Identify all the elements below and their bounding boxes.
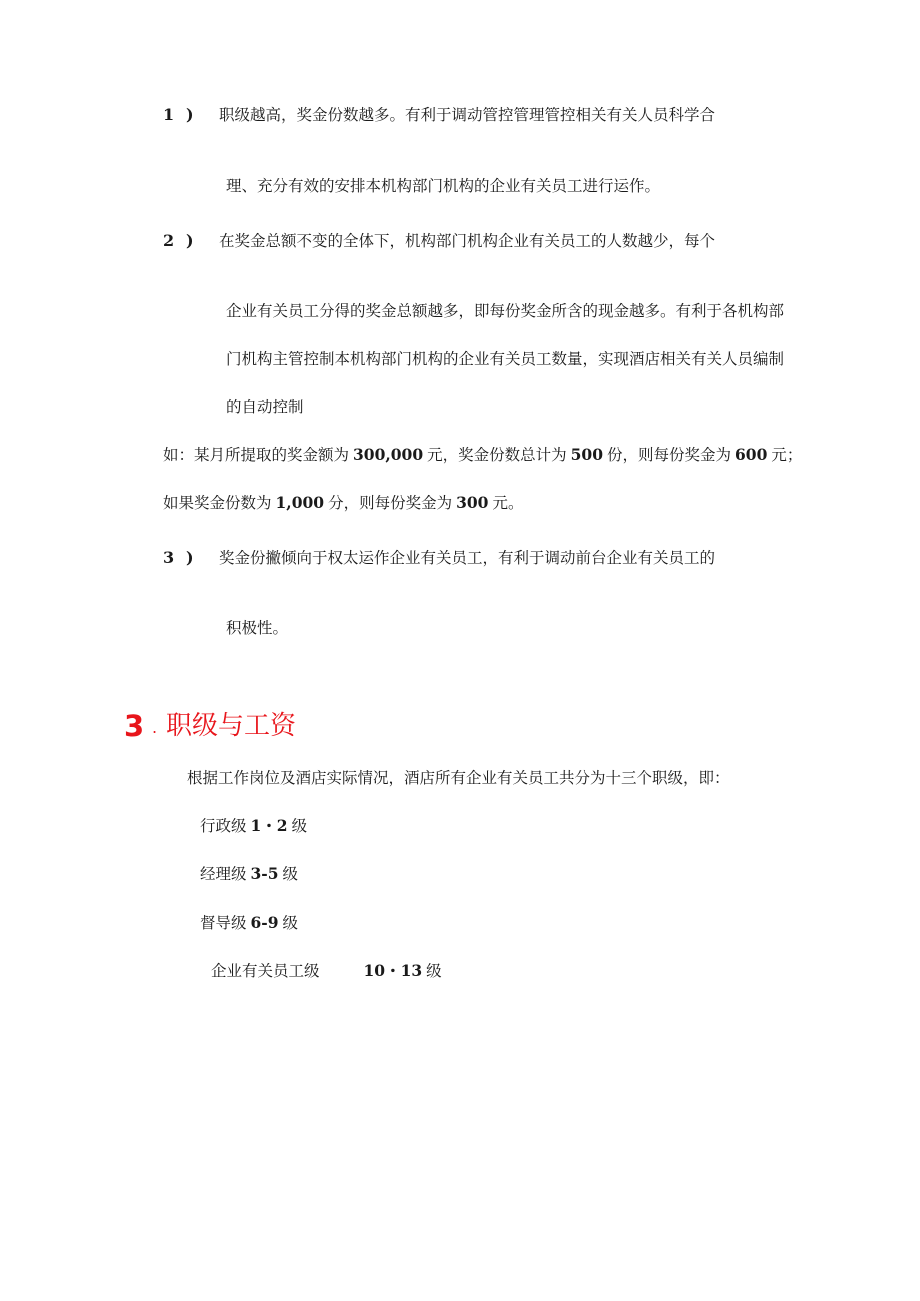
level-label: 经理级 <box>200 865 247 883</box>
example-text: 分，则每份奖金为 <box>328 494 453 512</box>
item-paren: ) <box>186 105 194 124</box>
level-unit: 级 <box>282 865 299 883</box>
example-line-1 <box>163 444 802 466</box>
level-row-supervisor <box>200 912 298 934</box>
section-heading <box>124 708 424 748</box>
item-text-line: 积极性。 <box>226 619 289 637</box>
amount-value: 300,000 <box>353 445 424 464</box>
share-count-value: 500 <box>570 445 603 464</box>
example-text: 如：某月所提取的奖金额为 <box>163 446 350 464</box>
level-unit: 级 <box>426 962 442 980</box>
example-text: 元，奖金份数总计为 <box>427 446 567 464</box>
level-row-manager <box>200 863 298 885</box>
example-text: 元。 <box>492 494 524 512</box>
item-paren: ) <box>186 548 194 567</box>
level-range: 3-5 <box>250 864 279 883</box>
example-line-2 <box>163 492 523 514</box>
item-number: 3 <box>163 548 175 567</box>
item-text-line: 理、充分有效的安排本机构部门机构的企业有关员工进行运作。 <box>226 177 661 195</box>
per-share-value: 300 <box>456 493 489 512</box>
level-label: 督导级 <box>200 914 247 932</box>
item-text-line: 企业有关员工分得的奖金总额越多，即每份奖金所含的现金越多。有利于各机构部 <box>226 302 785 320</box>
level-unit: 级 <box>291 817 308 835</box>
level-row-employee <box>211 960 442 982</box>
level-range: 1・2 <box>250 816 288 835</box>
item-paren: ) <box>186 231 194 250</box>
share-count-value: 1,000 <box>275 493 325 512</box>
item-text-line: 在奖金总额不变的全体下，机构部门机构企业有关员工的人数越少，每个 <box>219 232 716 250</box>
example-text: 元； <box>771 446 803 464</box>
item-number: 1 <box>163 105 175 124</box>
example-text: 如果奖金份数为 <box>163 494 272 512</box>
per-share-value: 600 <box>735 445 768 464</box>
level-range: 10・13 <box>363 961 423 980</box>
level-label: 企业有关员工级 <box>211 962 320 980</box>
section-intro: 根据工作岗位及酒店实际情况，酒店所有企业有关员工共分为十三个职级，即： <box>187 769 730 787</box>
section-number: 3 <box>124 709 145 743</box>
level-range: 6-9 <box>250 913 279 932</box>
level-row-executive <box>200 815 307 837</box>
item-text-line: 门机构主管控制本机构部门机构的企业有关员工数量，实现酒店相关有关人员编制 <box>226 350 785 368</box>
item-text-line: 的自动控制 <box>226 398 304 416</box>
example-text: 份，则每份奖金为 <box>607 446 732 464</box>
level-label: 行政级 <box>200 817 247 835</box>
item-text-line: 奖金份撇倾向于权太运作企业有关员工，有利于调动前台企业有关员工的 <box>219 549 716 567</box>
level-unit: 级 <box>282 914 299 932</box>
item-number: 2 <box>163 231 175 250</box>
section-dot: . <box>152 718 158 737</box>
item-text-line: 职级越高，奖金份数越多。有利于调动管控管理管控相关有关人员科学合 <box>219 106 716 124</box>
section-title: 职级与工资 <box>166 711 297 741</box>
